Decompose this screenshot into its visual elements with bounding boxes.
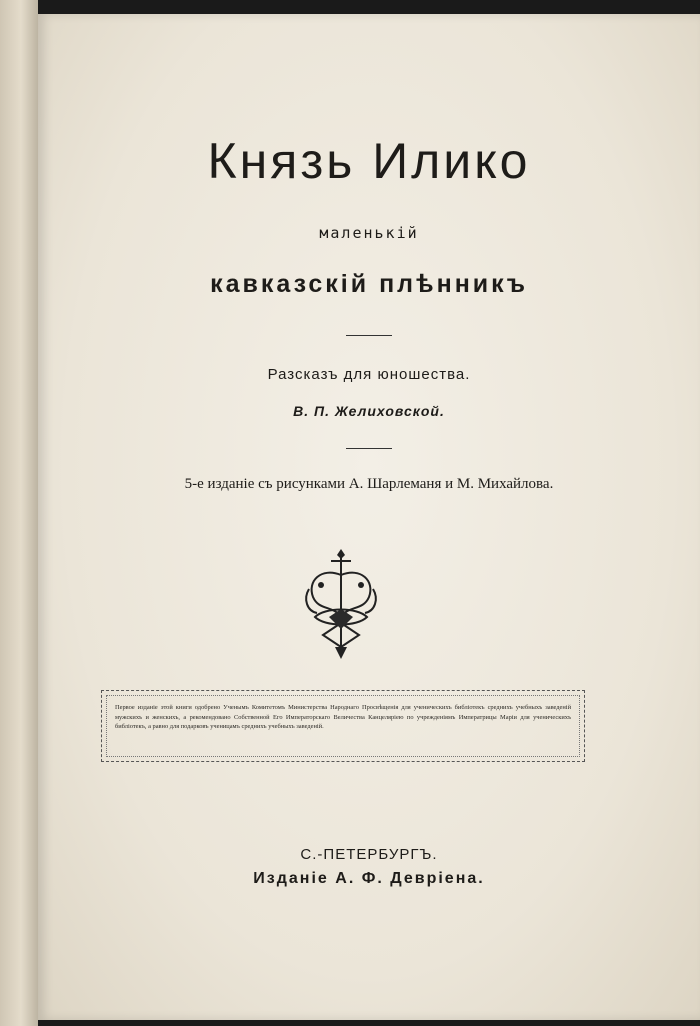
author-name: В. П. Желиховской.	[293, 403, 445, 419]
subtitle-small: маленькій	[319, 224, 419, 242]
subtitle-main: кавказскій плѣнникъ	[210, 270, 528, 298]
approval-notice-text: Первое изданіе этой книги одобрено Ученымъ Комитетомъ Министерства Народнаго Просвѣщенія для ученическихъ библіотекъ среднихъ учебныхъ заведеній мужскихъ и женскихъ, а рекомендовано Собственной Его Императорскаго Величества Канцеляріею по учрежденіямъ Императрицы Маріи для ученическихъ библіотекъ, а равно для подарковъ ученицамъ среднихъ учебныхъ заведеній.	[106, 695, 580, 757]
publisher-line: Изданіе А. Ф. Девріена.	[253, 870, 485, 887]
title-page	[38, 14, 700, 1020]
book-spine-edge	[0, 0, 38, 1026]
story-type: Разсказъ для юношества.	[267, 366, 471, 383]
book-title: Князь Илико	[207, 133, 531, 189]
publisher-ornament-icon	[301, 547, 381, 662]
approval-notice-box	[101, 690, 585, 762]
edition-line: 5-е изданіе съ рисунками А. Шарлеманя и М. Михайлова.	[184, 476, 554, 492]
publication-city: С.-ПЕТЕРБУРГЪ.	[300, 846, 438, 863]
divider-rule	[346, 335, 392, 336]
divider-rule	[346, 448, 392, 449]
